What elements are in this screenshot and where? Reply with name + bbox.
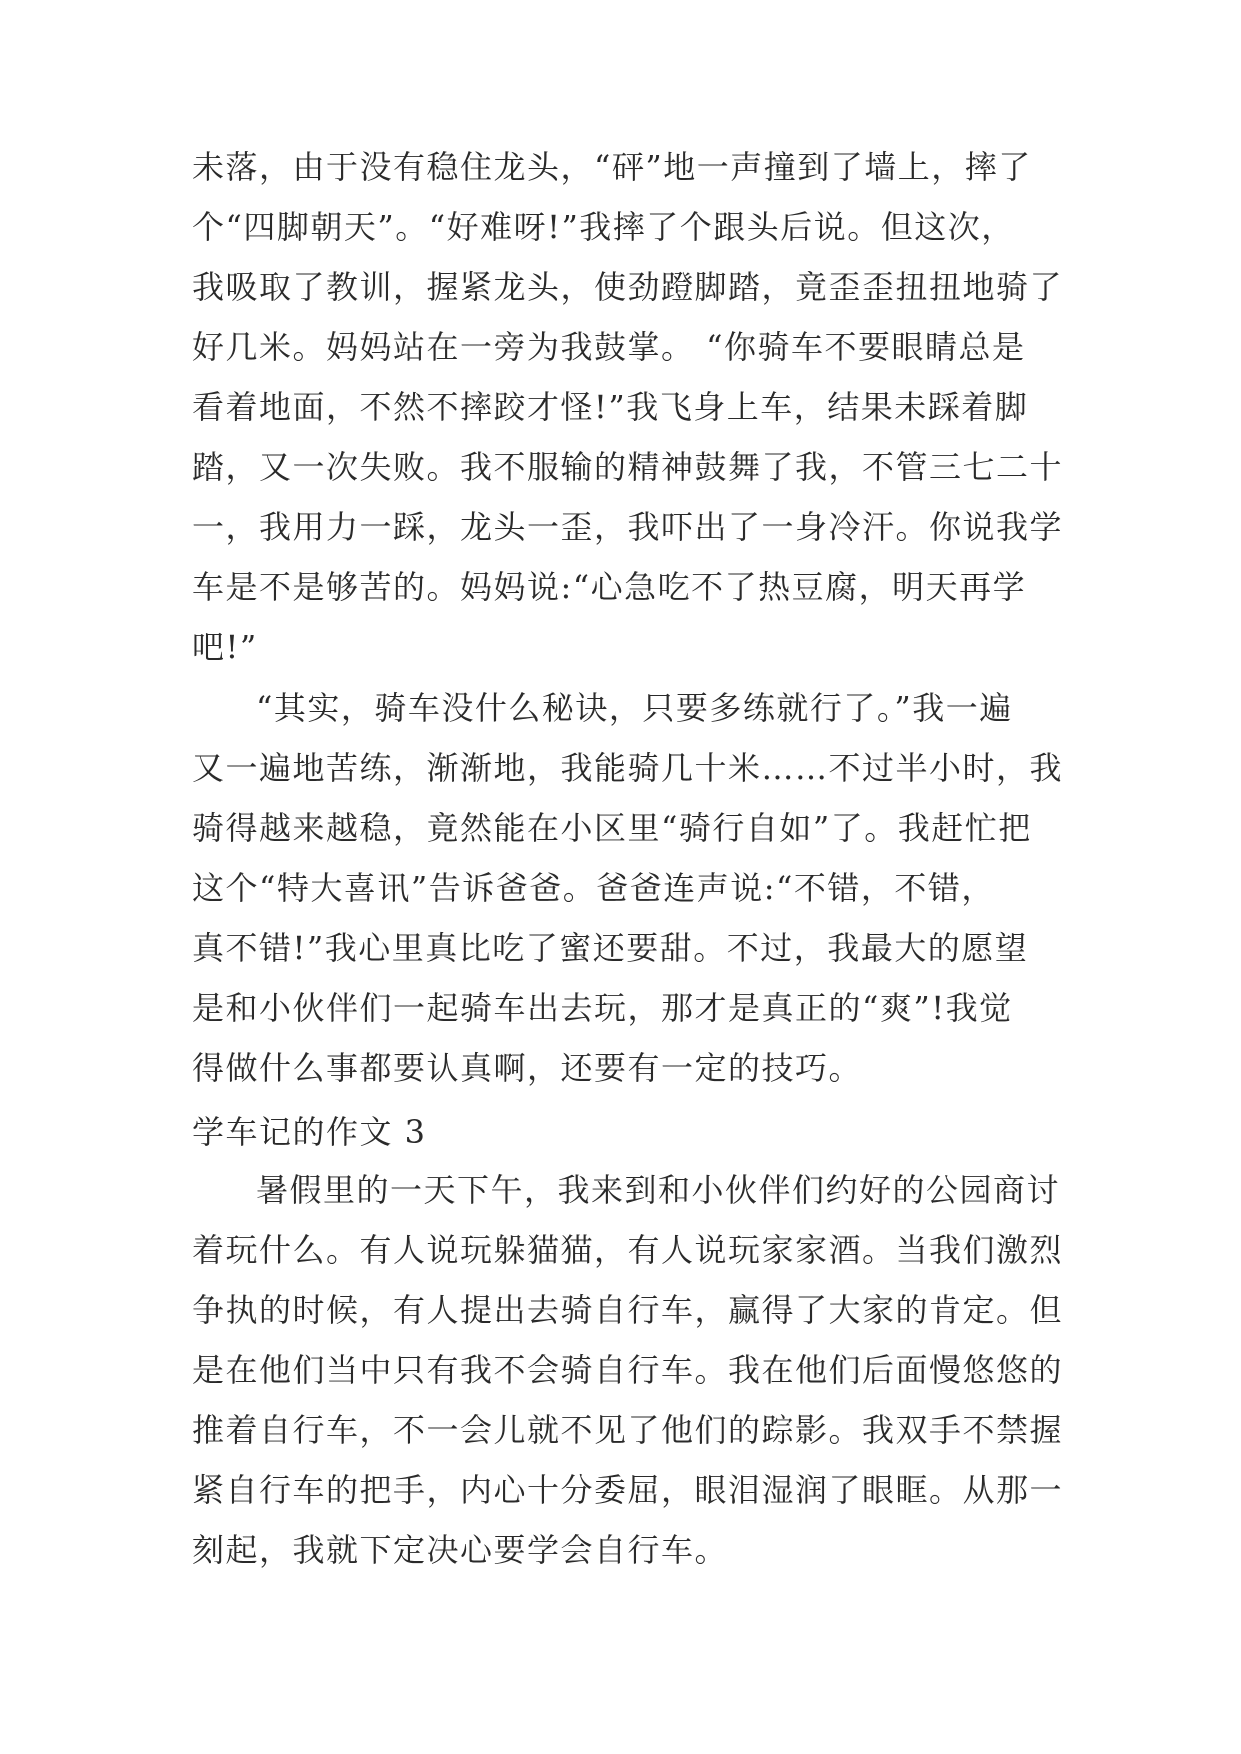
text-line: 又一遍地苦练，渐渐地，我能骑几十米……不过半小时，我	[192, 749, 1064, 787]
text-line: 着玩什么。有人说玩躲猫猫，有人说玩家家酒。当我们激烈	[192, 1231, 1064, 1269]
text-line: 一，我用力一踩，龙头一歪，我吓出了一身冷汗。你说我学	[192, 508, 1064, 546]
text-line: 是在他们当中只有我不会骑自行车。我在他们后面慢悠悠的	[192, 1351, 1064, 1389]
paragraph-2	[192, 678, 1064, 1098]
text-line: 好几米。妈妈站在一旁为我鼓掌。 “你骑车不要眼睛总是	[192, 328, 1026, 366]
text-line: 车是不是够苦的。妈妈说:“心急吃不了热豆腐，明天再学	[192, 568, 1027, 606]
text-line: 这个“特大喜讯”告诉爸爸。爸爸连声说:“不错，不错，	[192, 869, 995, 907]
text-line: 紧自行车的把手，内心十分委屈，眼泪湿润了眼眶。从那一	[192, 1471, 1064, 1509]
text-line: 个“四脚朝天”。“好难呀!”我摔了个跟头后说。但这次，	[192, 208, 1015, 246]
text-line: 争执的时候，有人提出去骑自行车，赢得了大家的肯定。但	[192, 1291, 1064, 1329]
text-line: 我吸取了教训，握紧龙头，使劲蹬脚踏，竟歪歪扭扭地骑了	[192, 268, 1064, 306]
text-line: 得做什么事都要认真啊，还要有一定的技巧。	[192, 1049, 863, 1087]
text-line: 骑得越来越稳，竟然能在小区里“骑行自如”了。我赶忙把	[192, 809, 1032, 847]
text-line: 踏，又一次失败。我不服输的精神鼓舞了我，不管三七二十	[192, 448, 1064, 486]
text-line: 真不错!”我心里真比吃了蜜还要甜。不过，我最大的愿望	[192, 929, 1029, 967]
paragraph-3	[192, 1160, 1064, 1580]
section-heading: 学车记的作文 3	[192, 1113, 427, 1151]
text-line: 暑假里的一天下午，我来到和小伙伴们约好的公园商讨	[256, 1171, 1061, 1209]
text-line: 未落，由于没有稳住龙头，“砰”地一声撞到了墙上，摔了	[192, 148, 1032, 186]
text-line: “其实，骑车没什么秘诀，只要多练就行了。”我一遍	[256, 689, 1013, 727]
text-line: 是和小伙伴们一起骑车出去玩，那才是真正的“爽”!我觉	[192, 989, 1013, 1027]
text-line: 看着地面，不然不摔跤才怪!”我飞身上车，结果未踩着脚	[192, 388, 1029, 426]
paragraph-1	[192, 137, 1064, 677]
text-line: 吧!”	[192, 628, 258, 666]
text-line: 推着自行车，不一会儿就不见了他们的踪影。我双手不禁握	[192, 1411, 1064, 1449]
text-line: 刻起，我就下定决心要学会自行车。	[192, 1531, 729, 1569]
